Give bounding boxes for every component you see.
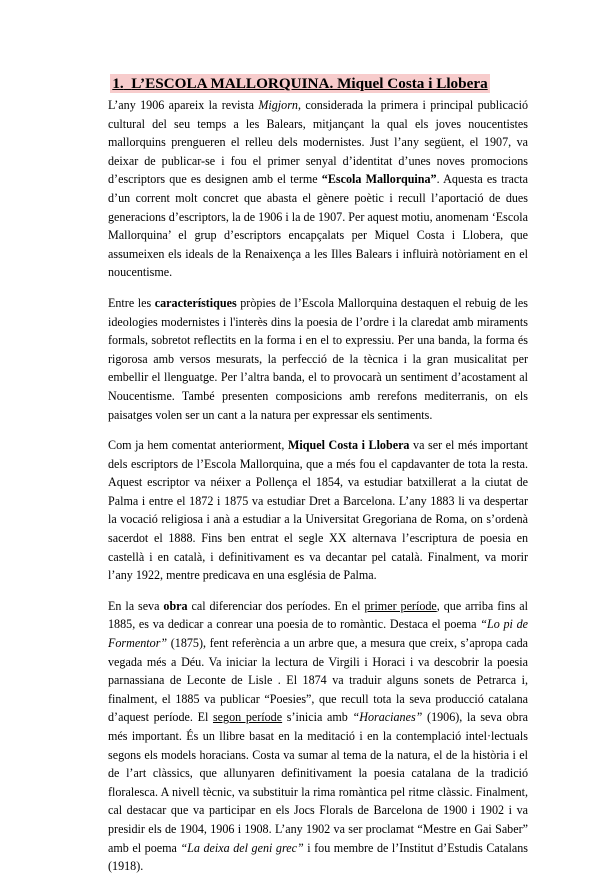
keyword-caracteristiques: característiques [154,295,237,310]
text-run: En la seva [108,598,164,613]
text-run: cal diferenciar dos períodes. En el [187,598,365,613]
term-escola-mallorquina: “Escola Mallorquina” [321,172,437,187]
text-run: (1875), fent referència a un arbre que, a mesura que creix, s’apropa cada vegada més a Déu. Va iniciar la lectura de Virgili i Horaci i va descobrir la poesia parnassiana de Leconte de Lisle . El 1874 va traduir alguns sonets de Petrarca i, finalment, el 1885 va publicar “Poesies”, que recull tota la seva producció catalana d’aquest període. El [108,636,528,725]
work-title-horacianes: “Horacianes” [352,710,423,725]
poem-title-lo-pi: “Lo pi de Formentor” [108,617,529,651]
heading-title: L’ESCOLA MALLORQUINA. Miquel Costa i Llobera [131,75,488,92]
text-run: Com ja hem comentat anteriorment, [108,438,288,453]
paragraph-characteristics [108,294,528,424]
section-heading [110,74,489,93]
text-run: pròpies de l’Escola Mallorquina destaquen el rebuig de les ideologies modernistes i l'interès dins la poesia de l’ordre i la claredat amb miraments formals, sobretot reflectits en la forma i en el to expressiu. Per una banda, la forma és rigorosa amb versos mesurats, la perfecció de la tècnica i la gran musicalitat per embellir el llenguatge. Per l’altra banda, el to provocarà un sentiment d’acostament al Noucentisme. També presenten composicions amb rerefons mediterranis, on els paisatges volen ser un cant a la natura per expressar els sentiments. [108,295,529,422]
second-period-label: segon període [212,710,283,725]
paragraph-work [108,597,528,876]
magazine-title: Migjorn [258,98,298,112]
body-text [108,96,528,888]
text-run: . Aquesta es tracta d’un corrent molt concret que abasta el gènere poètic i recull l’aportació de dues generacions d’escriptors, la de 1906 i la de 1907. Per aquest motiu, anomenam ‘Escola Mallorquina’ el grup d’escriptors encapçalats per Miquel Costa i Llobera, que assumeixen els ideals de la Renaixença a les Illes Balears i influirà notòriament en el noucentisme. [108,172,528,280]
author-name: Miquel Costa i Llobera [287,438,410,453]
keyword-obra: obra [163,598,188,613]
text-run: va ser el més important dels escriptors de l’Escola Mallorquina, que a més fou el capdavanter de tota la resta. Aquest escriptor va néixer a Pollença el 1854, va estudiar batxillerat a la ciutat de Palma i entre el 1872 i 1875 va estudiar Dret a Barcelona. L’any 1883 li va despertar la vocació religiosa i anà a estudiar a la Universitat Gregoriana de Roma, on s’ordenà sacerdot el 1888. Fins ben entrat el segle XX alternava l’escriptura de poesia en castellà i en català, i definitivament es va decantar pel català. Finalment, va morir l’any 1922, mentre predicava en una església de Palma. [108,438,528,583]
text-run: , que arriba fins al 1885, es va dedicar a conrear una poesia de to romàntic. Destaca el poema [108,598,528,632]
heading-container [0,74,600,93]
text-run: i fou membre de l’Institut d’Estudis Catalans (1918). [108,840,528,874]
text-run: s’inicia amb [282,710,353,725]
paragraph-intro [108,96,528,282]
heading-number: 1. [112,75,124,92]
poem-title-la-deixa: “La deixa del geni grec” [180,840,304,855]
first-period-label: primer període [364,598,437,613]
text-run: L’any 1906 apareix la revista [108,98,259,112]
text-run: Entre les [108,295,155,310]
text-run: , considerada la primera i principal publicació cultural del seu temps a les Balears, mitjançant la qual els joves noucentistes mallorquins prengueren el relleu dels modernistes. Just l’any següent, el 1907, va deixar de publicar-se i fou el primer senyal d’identitat d’unes noves promocions d’escriptors que es designen amb el terme [108,98,528,187]
paragraph-biography [108,436,528,585]
text-run: (1906), la seva obra més important. És un llibre basat en la meditació i en la contemplació intel·lectuals segons els models horacians. Costa va sumar al tema de la natura, el de la història i el de l’art clàssics, que allunyaren definitivament la poesia catalana de la tradició floralesca. A nivell tècnic, va substituir la rima romàntica pel ritme clàssic. Finalment, cal destacar que va participar en els Jocs Florals de Barcelona de 1900 i 1902 i va presidir els de 1904, 1906 i 1908. L’any 1902 va ser proclamat “Mestre en Gai Saber” amb el poema [108,710,528,855]
